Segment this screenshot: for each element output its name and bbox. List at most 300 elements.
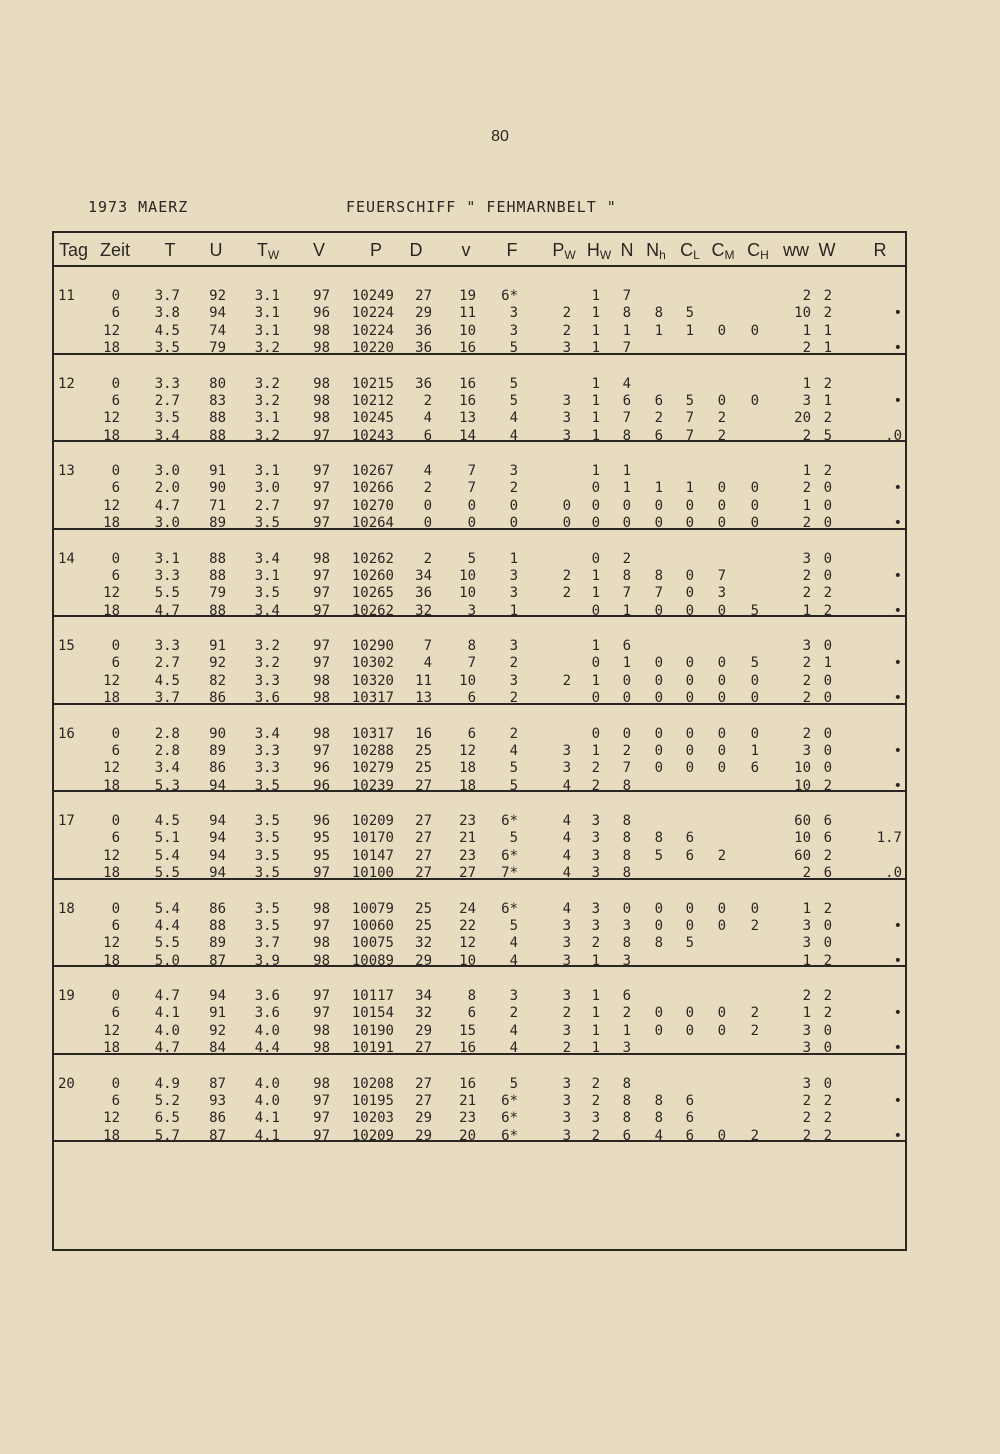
- cell-r: •: [893, 917, 902, 934]
- cell-hw: 2: [591, 1075, 600, 1092]
- cell-cm: 3: [717, 585, 726, 602]
- cell-nh: 8: [654, 830, 663, 847]
- cell-d: 0: [423, 497, 432, 514]
- col-w: W: [818, 240, 836, 260]
- cell-p: 10170: [351, 830, 394, 847]
- cell-v-small: 5: [467, 550, 476, 567]
- cell-t: 5.3: [154, 777, 180, 794]
- cell-f: 0: [509, 515, 518, 532]
- cell-n: 6: [622, 1127, 631, 1144]
- cell-w: 2: [823, 988, 832, 1004]
- cell-r: •: [893, 602, 902, 619]
- cell-p: 10290: [351, 638, 394, 654]
- cell-p: 10320: [351, 672, 394, 689]
- cell-ww: 1: [802, 900, 811, 917]
- cell-pw: 3: [562, 935, 571, 952]
- cell-p: 10190: [351, 1022, 394, 1039]
- cell-w: 0: [823, 917, 832, 934]
- cell-ww: 2: [802, 427, 811, 444]
- cell-t: 6.5: [154, 1110, 180, 1127]
- cell-n: 1: [622, 602, 631, 619]
- cell-tw: 3.4: [254, 602, 280, 619]
- cell-u: 87: [209, 952, 226, 969]
- cell-f: 4: [509, 410, 518, 427]
- cell-n: 7: [622, 585, 631, 602]
- col-cl: $C_L$: [680, 240, 700, 262]
- cell-n: 8: [622, 1110, 631, 1127]
- cell-r: •: [893, 655, 902, 672]
- cell-f: 4: [509, 1022, 518, 1039]
- cell-n: 0: [622, 515, 631, 532]
- cell-p: 10245: [351, 410, 394, 427]
- cell-tag: 13: [58, 463, 75, 479]
- cell-d: 32: [415, 1005, 432, 1022]
- cell-d: 29: [415, 1127, 432, 1144]
- cell-f: 4: [509, 952, 518, 969]
- cell-ch: 0: [750, 392, 759, 409]
- cell-pw: 4: [562, 777, 571, 794]
- cell-v-small: 0: [467, 515, 476, 532]
- cell-hw: 3: [591, 830, 600, 847]
- cell-v-small: 18: [459, 777, 476, 794]
- cell-p: 10239: [351, 777, 394, 794]
- cell-n: 0: [622, 725, 631, 742]
- cell-hw: 1: [591, 1040, 600, 1057]
- cell-pw: 3: [562, 760, 571, 777]
- cell-d: 25: [415, 760, 432, 777]
- cell-pw: 4: [562, 865, 571, 882]
- table-row: [54, 638, 905, 655]
- cell-p: 10243: [351, 427, 394, 444]
- cell-t: 5.5: [154, 935, 180, 952]
- cell-w: 5: [823, 427, 832, 444]
- cell-v-small: 0: [467, 497, 476, 514]
- cell-n: 2: [622, 550, 631, 567]
- cell-f: 4: [509, 742, 518, 759]
- cell-cl: 0: [685, 900, 694, 917]
- cell-w: 0: [823, 497, 832, 514]
- cell-t: 3.4: [154, 427, 180, 444]
- cell-tw: 3.3: [254, 742, 280, 759]
- cell-nh: 0: [654, 655, 663, 672]
- cell-ww: 2: [802, 1127, 811, 1144]
- cell-ww: 60: [794, 847, 811, 864]
- cell-f: 5: [509, 375, 518, 392]
- cell-v: 97: [313, 585, 330, 602]
- cell-p: 10100: [351, 865, 394, 882]
- cell-p: 10262: [351, 602, 394, 619]
- cell-tw: 3.2: [254, 392, 280, 409]
- cell-cl: 0: [685, 917, 694, 934]
- cell-f: 6*: [501, 288, 518, 304]
- cell-v-small: 23: [459, 1110, 476, 1127]
- cell-p: 10191: [351, 1040, 394, 1057]
- cell-f: 3: [509, 463, 518, 479]
- cell-cl: 5: [685, 305, 694, 322]
- cell-tw: 3.1: [254, 322, 280, 339]
- cell-tw: 3.2: [254, 340, 280, 357]
- cell-v: 96: [313, 305, 330, 322]
- cell-f: 3: [509, 988, 518, 1004]
- cell-p: 10270: [351, 497, 394, 514]
- cell-pw: 3: [562, 1110, 571, 1127]
- cell-n: 8: [622, 305, 631, 322]
- cell-hw: 2: [591, 935, 600, 952]
- table-row: [54, 918, 905, 935]
- cell-hw: 0: [591, 725, 600, 742]
- cell-cm: 0: [717, 515, 726, 532]
- cell-nh: 1: [654, 480, 663, 497]
- cell-d: 36: [415, 340, 432, 357]
- cell-cm: 0: [717, 725, 726, 742]
- cell-zeit: 0: [111, 725, 120, 742]
- cell-d: 25: [415, 742, 432, 759]
- cell-f: 5: [509, 760, 518, 777]
- cell-r: •: [893, 567, 902, 584]
- cell-v: 97: [313, 655, 330, 672]
- cell-ww: 3: [802, 638, 811, 654]
- cell-u: 88: [209, 567, 226, 584]
- cell-nh: 7: [654, 585, 663, 602]
- cell-pw: 4: [562, 830, 571, 847]
- cell-v: 97: [313, 1110, 330, 1127]
- cell-u: 89: [209, 515, 226, 532]
- cell-d: 27: [415, 847, 432, 864]
- cell-zeit: 0: [111, 1075, 120, 1092]
- cell-v-small: 8: [467, 988, 476, 1004]
- cell-w: 0: [823, 1022, 832, 1039]
- cell-nh: 0: [654, 725, 663, 742]
- cell-cl: 0: [685, 1005, 694, 1022]
- cell-cm: 0: [717, 760, 726, 777]
- cell-p: 10264: [351, 515, 394, 532]
- cell-tw: 3.5: [254, 830, 280, 847]
- column-header-row: [54, 233, 905, 267]
- cell-p: 10317: [351, 725, 394, 742]
- table-row: [54, 1128, 905, 1145]
- cell-zeit: 12: [103, 410, 120, 427]
- cell-nh: 6: [654, 427, 663, 444]
- cell-v: 95: [313, 830, 330, 847]
- table-row: [54, 568, 905, 585]
- cell-w: 2: [823, 1005, 832, 1022]
- cell-ww: 3: [802, 935, 811, 952]
- cell-w: 1: [823, 655, 832, 672]
- cell-hw: 1: [591, 585, 600, 602]
- cell-hw: 3: [591, 900, 600, 917]
- cell-f: 6*: [501, 1110, 518, 1127]
- cell-hw: 3: [591, 1110, 600, 1127]
- cell-ch: 2: [750, 1005, 759, 1022]
- cell-w: 0: [823, 638, 832, 654]
- cell-w: 0: [823, 935, 832, 952]
- cell-zeit: 6: [111, 1005, 120, 1022]
- cell-v-small: 23: [459, 847, 476, 864]
- col-cm: $C_M$: [711, 240, 735, 262]
- cell-t: 4.7: [154, 602, 180, 619]
- cell-u: 94: [209, 865, 226, 882]
- cell-f: 3: [509, 567, 518, 584]
- cell-p: 10279: [351, 760, 394, 777]
- cell-v: 97: [313, 917, 330, 934]
- cell-r: •: [893, 1127, 902, 1144]
- cell-pw: 2: [562, 585, 571, 602]
- cell-n: 8: [622, 847, 631, 864]
- cell-cm: 0: [717, 742, 726, 759]
- cell-t: 3.3: [154, 375, 180, 392]
- cell-tw: 4.0: [254, 1075, 280, 1092]
- cell-ch: 0: [750, 322, 759, 339]
- cell-zeit: 12: [103, 935, 120, 952]
- col-pw: $P_W$: [552, 240, 576, 262]
- cell-v: 97: [313, 1005, 330, 1022]
- table-row: [54, 551, 905, 568]
- cell-u: 87: [209, 1127, 226, 1144]
- cell-nh: 0: [654, 672, 663, 689]
- cell-p: 10215: [351, 375, 394, 392]
- cell-d: 13: [415, 690, 432, 707]
- table-row: [54, 988, 905, 1005]
- cell-t: 3.1: [154, 550, 180, 567]
- cell-p: 10288: [351, 742, 394, 759]
- cell-p: 10147: [351, 847, 394, 864]
- cell-cl: 0: [685, 725, 694, 742]
- cell-t: 4.7: [154, 1040, 180, 1057]
- table-row: [54, 673, 905, 690]
- cell-d: 36: [415, 322, 432, 339]
- cell-v-small: 12: [459, 742, 476, 759]
- cell-n: 3: [622, 952, 631, 969]
- cell-pw: 3: [562, 1092, 571, 1109]
- cell-p: 10195: [351, 1092, 394, 1109]
- cell-p: 10209: [351, 813, 394, 829]
- cell-zeit: 18: [103, 1127, 120, 1144]
- table-row: [54, 813, 905, 830]
- cell-d: 7: [423, 638, 432, 654]
- cell-ww: 1: [802, 497, 811, 514]
- cell-tw: 3.5: [254, 847, 280, 864]
- cell-nh: 4: [654, 1127, 663, 1144]
- cell-u: 94: [209, 830, 226, 847]
- cell-u: 87: [209, 1075, 226, 1092]
- cell-zeit: 0: [111, 550, 120, 567]
- cell-zeit: 6: [111, 392, 120, 409]
- cell-tw: 3.0: [254, 480, 280, 497]
- cell-f: 3: [509, 672, 518, 689]
- cell-u: 86: [209, 690, 226, 707]
- cell-v-small: 3: [467, 602, 476, 619]
- cell-pw: 3: [562, 742, 571, 759]
- cell-p: 10262: [351, 550, 394, 567]
- cell-w: 6: [823, 830, 832, 847]
- cell-v-small: 24: [459, 900, 476, 917]
- cell-tag: 15: [58, 638, 75, 654]
- cell-v-small: 16: [459, 340, 476, 357]
- cell-zeit: 12: [103, 585, 120, 602]
- cell-ww: 2: [802, 567, 811, 584]
- day-group: [54, 267, 905, 355]
- cell-t: 2.8: [154, 742, 180, 759]
- cell-p: 10302: [351, 655, 394, 672]
- cell-ww: 3: [802, 742, 811, 759]
- col-tw: $T_W$: [256, 240, 280, 262]
- cell-cm: 2: [717, 847, 726, 864]
- cell-v: 97: [313, 742, 330, 759]
- cell-u: 92: [209, 288, 226, 304]
- cell-p: 10267: [351, 463, 394, 479]
- cell-n: 0: [622, 672, 631, 689]
- cell-v-small: 11: [459, 305, 476, 322]
- cell-tw: 3.2: [254, 655, 280, 672]
- cell-r: •: [893, 515, 902, 532]
- cell-f: 6*: [501, 1127, 518, 1144]
- cell-u: 88: [209, 917, 226, 934]
- col-hw: $H_W$: [586, 240, 612, 262]
- cell-hw: 1: [591, 638, 600, 654]
- cell-w: 1: [823, 322, 832, 339]
- cell-w: 2: [823, 585, 832, 602]
- cell-f: 5: [509, 777, 518, 794]
- cell-cl: 5: [685, 935, 694, 952]
- cell-n: 1: [622, 480, 631, 497]
- cell-nh: 2: [654, 410, 663, 427]
- cell-pw: 3: [562, 952, 571, 969]
- cell-cl: 6: [685, 847, 694, 864]
- cell-v: 97: [313, 480, 330, 497]
- cell-v-small: 10: [459, 585, 476, 602]
- header-year-month: 1973 MAERZ: [88, 198, 189, 216]
- cell-ww: 3: [802, 1022, 811, 1039]
- cell-v: 98: [313, 725, 330, 742]
- cell-hw: 3: [591, 813, 600, 829]
- cell-nh: 0: [654, 917, 663, 934]
- cell-w: 0: [823, 1040, 832, 1057]
- cell-v: 98: [313, 550, 330, 567]
- cell-r: .0: [885, 865, 902, 882]
- cell-d: 25: [415, 917, 432, 934]
- cell-t: 3.8: [154, 305, 180, 322]
- cell-w: 0: [823, 550, 832, 567]
- cell-tw: 3.5: [254, 515, 280, 532]
- cell-v: 97: [313, 602, 330, 619]
- cell-p: 10079: [351, 900, 394, 917]
- cell-tw: 2.7: [254, 497, 280, 514]
- cell-hw: 0: [591, 550, 600, 567]
- page-number: 80: [491, 128, 509, 145]
- cell-tw: 3.1: [254, 567, 280, 584]
- cell-ww: 2: [802, 585, 811, 602]
- cell-t: 5.4: [154, 900, 180, 917]
- cell-d: 2: [423, 480, 432, 497]
- cell-ww: 2: [802, 340, 811, 357]
- cell-pw: 3: [562, 1022, 571, 1039]
- cell-f: 1: [509, 602, 518, 619]
- cell-t: 2.7: [154, 655, 180, 672]
- cell-u: 86: [209, 900, 226, 917]
- cell-pw: 4: [562, 813, 571, 829]
- cell-p: 10117: [351, 988, 394, 1004]
- cell-w: 0: [823, 725, 832, 742]
- cell-u: 89: [209, 742, 226, 759]
- cell-v-small: 10: [459, 322, 476, 339]
- cell-p: 10212: [351, 392, 394, 409]
- cell-zeit: 18: [103, 340, 120, 357]
- cell-n: 7: [622, 340, 631, 357]
- cell-u: 86: [209, 1110, 226, 1127]
- cell-f: 4: [509, 427, 518, 444]
- cell-ww: 2: [802, 988, 811, 1004]
- cell-v: 98: [313, 900, 330, 917]
- table-row: [54, 480, 905, 497]
- cell-cl: 7: [685, 410, 694, 427]
- cell-ww: 2: [802, 690, 811, 707]
- cell-ch: 5: [750, 655, 759, 672]
- cell-n: 8: [622, 813, 631, 829]
- cell-f: 5: [509, 340, 518, 357]
- cell-f: 4: [509, 1040, 518, 1057]
- cell-d: 29: [415, 952, 432, 969]
- day-group: [54, 967, 905, 1055]
- cell-nh: 0: [654, 602, 663, 619]
- table-row: [54, 1076, 905, 1093]
- cell-v-small: 13: [459, 410, 476, 427]
- cell-cm: 0: [717, 672, 726, 689]
- cell-f: 2: [509, 725, 518, 742]
- cell-w: 2: [823, 602, 832, 619]
- cell-d: 29: [415, 1022, 432, 1039]
- cell-t: 4.9: [154, 1075, 180, 1092]
- cell-pw: 2: [562, 305, 571, 322]
- cell-tw: 3.1: [254, 305, 280, 322]
- day-group: [54, 530, 905, 618]
- col-zeit: Zeit: [99, 240, 131, 260]
- cell-hw: 1: [591, 1005, 600, 1022]
- cell-w: 0: [823, 567, 832, 584]
- cell-f: 6*: [501, 847, 518, 864]
- cell-r: •: [893, 1092, 902, 1109]
- cell-zeit: 6: [111, 830, 120, 847]
- cell-cm: 7: [717, 567, 726, 584]
- cell-tag: 19: [58, 988, 75, 1004]
- cell-w: 0: [823, 1075, 832, 1092]
- cell-cm: 0: [717, 497, 726, 514]
- table-row: [54, 585, 905, 602]
- cell-r: •: [893, 777, 902, 794]
- cell-d: 2: [423, 550, 432, 567]
- table-row: [54, 498, 905, 515]
- cell-zeit: 6: [111, 305, 120, 322]
- cell-u: 90: [209, 480, 226, 497]
- cell-t: 3.0: [154, 515, 180, 532]
- cell-ww: 3: [802, 917, 811, 934]
- table-row: [54, 935, 905, 952]
- cell-p: 10075: [351, 935, 394, 952]
- cell-v-small: 16: [459, 1040, 476, 1057]
- cell-d: 29: [415, 1110, 432, 1127]
- cell-t: 3.3: [154, 567, 180, 584]
- cell-p: 10260: [351, 567, 394, 584]
- cell-p: 10265: [351, 585, 394, 602]
- cell-ww: 1: [802, 952, 811, 969]
- cell-t: 3.7: [154, 690, 180, 707]
- cell-hw: 3: [591, 847, 600, 864]
- cell-r: •: [893, 305, 902, 322]
- cell-nh: 0: [654, 690, 663, 707]
- col-p: P: [369, 240, 383, 260]
- cell-u: 88: [209, 410, 226, 427]
- cell-f: 5: [509, 917, 518, 934]
- cell-v: 97: [313, 638, 330, 654]
